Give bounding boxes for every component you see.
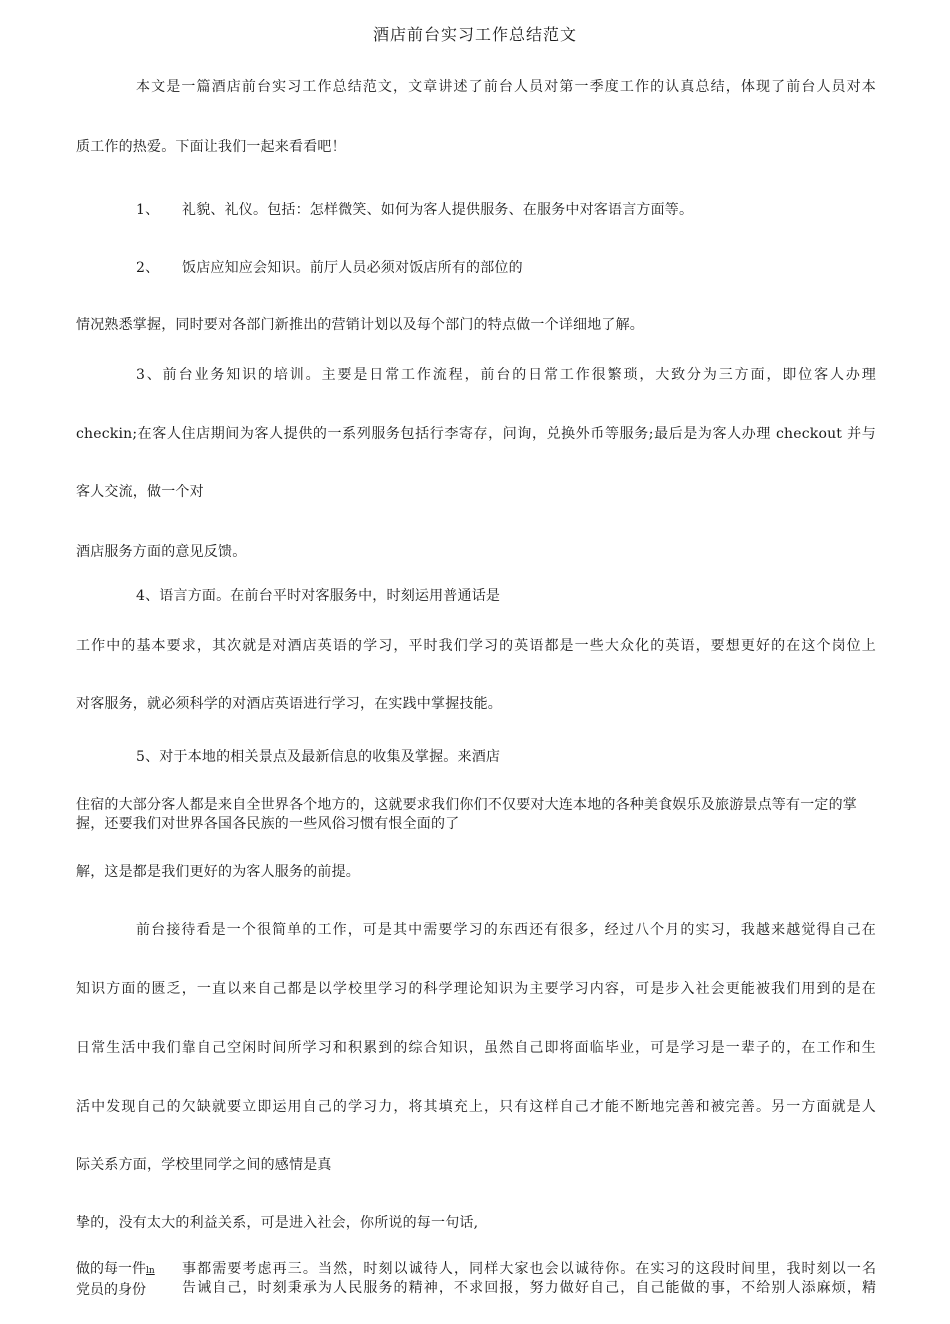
final-paragraph-right-column <box>182 1260 876 1298</box>
closing-line-1: 前台接待看是一个很简单的工作，可是其中需要学习的东西还有很多，经过八个月的实习，我越来越觉得自己在 <box>136 922 876 938</box>
list-item-3-line-3: 客人交流，做一个对 <box>76 484 204 500</box>
list-item-4-line-1: 4、语言方面。在前台平时对客服务中，时刻运用普通话是 <box>136 588 501 604</box>
list-item-5-line-2: 住宿的大部分客人都是来自全世界各个地方的，这就要求我们你们不仅要对大连本地的各种美食娱乐及旅游景点等有一定的掌握，还要我们对世界各国各民族的一些风俗习惯有恨全面的了 <box>76 797 857 832</box>
list-item-1-number: 1、 <box>136 202 160 218</box>
list-item-2-text: 饭店应知应会知识。前厅人员必须对饭店所有的部位的 <box>182 260 523 276</box>
closing-line-4: 活中发现自己的欠缺就要立即运用自己的学习力，将其填充上，只有这样自己才能不断地完善和被完善。另一方面就是人 <box>76 1099 876 1115</box>
intro-line-2: 质工作的热爱。下面让我们一起来看看吧！ <box>76 139 346 155</box>
list-item-3-line-1: 3、前台业务知识的培训。主要是日常工作流程，前台的日常工作很繁琐，大致分为三方面，即位客人办理 <box>136 367 876 383</box>
intro-line-1: 本文是一篇酒店前台实习工作总结范文，文章讲述了前台人员对第一季度工作的认真总结，体现了前台人员对本 <box>136 79 876 95</box>
list-item-2-continuation: 情况熟悉掌握，同时要对各部门新推出的营销计划以及每个部门的特点做一个详细地了解。 <box>76 317 644 333</box>
list-item-4-line-3: 对客服务，就必须科学的对酒店英语进行学习，在实践中掌握技能。 <box>76 696 502 712</box>
final-right-line-2: 告诫自己，时刻秉承为人民服务的精神，不求回报，努力做好自己，自己能做的事，不给别人添麻烦，精 <box>182 1280 876 1296</box>
list-item-3-line-2: checkin;在客人住店期间为客人提供的一系列服务包括行李寄存，问询，兑换外币等服务;最后是为客人办理 checkout 并与 <box>76 426 876 442</box>
final-paragraph-left-column <box>76 1260 172 1300</box>
final-right-line-1: 事都需要考虑再三。当然，时刻以诚待人，同样大家也会以诚待你。在实习的这段时间里，我时刻以一名 <box>182 1261 876 1277</box>
final-left-text-a: 做的每一件 <box>76 1261 146 1277</box>
closing-line-5: 际关系方面，学校里同学之间的感情是真 <box>76 1157 332 1173</box>
closing-line-3: 日常生活中我们靠自己空闲时间所学习和积累到的综合知识，虽然自己即将面临毕业，可是学习是一辈子的，在工作和生 <box>76 1040 876 1056</box>
document-title: 酒店前台实习工作总结范文 <box>372 25 577 44</box>
list-item-2-number: 2、 <box>136 260 160 276</box>
list-item-4-line-2: 工作中的基本要求，其次就是对酒店英语的学习，平时我们学习的英语都是一些大众化的英语，要想更好的在这个岗位上 <box>76 638 876 654</box>
list-item-5-line-1: 5、对于本地的相关景点及最新信息的收集及掌握。来酒店 <box>136 749 501 765</box>
closing-line-2: 知识方面的匮乏，一直以来自己都是以学校里学习的科学理论知识为主要学习内容，可是步入社会更能被我们用到的是在 <box>76 981 876 997</box>
list-item-5-line-3: 解，这是都是我们更好的为客人服务的前提。 <box>76 864 360 880</box>
closing-line-6: 挚的，没有太大的利益关系，可是进入社会，你所说的每一句话, <box>76 1215 479 1231</box>
final-paragraph-block <box>76 1260 876 1300</box>
list-item-1 <box>136 200 876 220</box>
list-item-2 <box>136 258 876 278</box>
final-left-text-b: 党员的身份 <box>76 1282 146 1298</box>
list-item-3-line-4: 酒店服务方面的意见反馈。 <box>76 544 247 560</box>
list-item-1-text: 礼貌、礼仪。包括：怎样微笑、如何为客人提供服务、在服务中对客语言方面等。 <box>182 202 694 218</box>
final-left-mark: ln <box>146 1266 155 1276</box>
